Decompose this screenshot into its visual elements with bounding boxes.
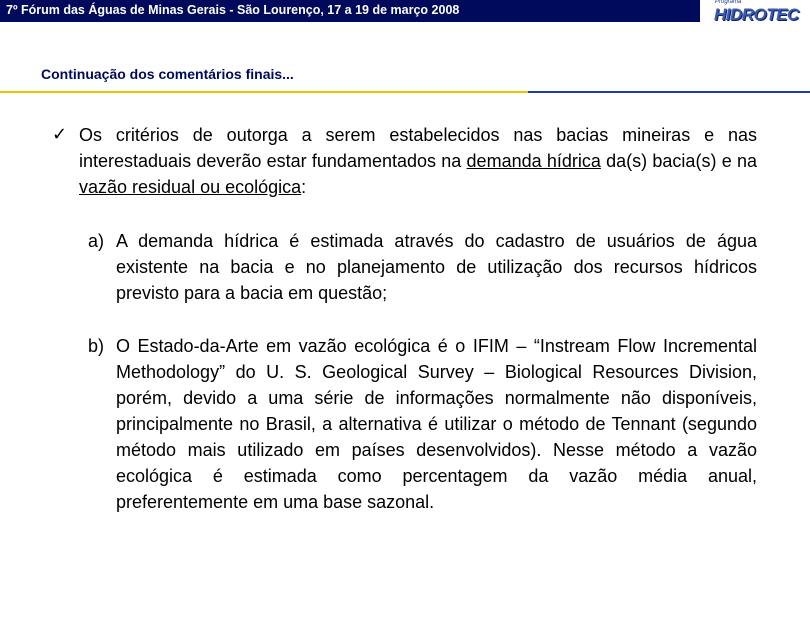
underlined-vazao-residual: vazão residual ou ecológica bbox=[79, 177, 302, 197]
main-bullet-point bbox=[52, 122, 757, 200]
hidrotec-logo bbox=[712, 0, 808, 24]
checkmark-icon: ✓ bbox=[52, 124, 68, 145]
list-item-marker: a) bbox=[88, 231, 105, 251]
header-title: 7º Fórum das Águas de Minas Gerais - São Lourenço, 17 a 19 de março 2008 bbox=[6, 3, 460, 17]
logo-caption: Programa bbox=[715, 0, 742, 5]
underlined-demanda-hidrica: demanda hídrica bbox=[466, 151, 601, 171]
logo-wordmark: HIDROTEC bbox=[714, 5, 799, 24]
list-item-b bbox=[88, 333, 757, 515]
list-item-text: O Estado-da-Arte em vazão ecológica é o IFIM – “Instream Flow Incremental Methodology” do U. S. Geological Survey – Biological Resources Division, porém, devido a uma série de informações normalmente não disponíveis, principalmente no Brasil, a alternativa é utilizar o método de Tennant (segundo método mais utilizado em países desenvolvidos). Nesse método a vazão ecológica é estimada como percentagem da vazão média anual, preferentemente em uma base sazonal. bbox=[116, 336, 757, 512]
main-text-part-3: : bbox=[301, 177, 307, 197]
header-bar bbox=[0, 0, 700, 22]
divider-blue bbox=[528, 91, 810, 93]
list-item-marker: b) bbox=[88, 336, 105, 356]
main-text-part-2: da(s) bacia(s) e na bbox=[600, 151, 757, 171]
list-item-text: A demanda hídrica é estimada através do cadastro de usuários de água existente na bacia e no planejamento de utilização dos recursos hídricos previsto para a bacia em questão; bbox=[116, 231, 757, 303]
main-bullet-text bbox=[79, 122, 757, 200]
divider-yellow bbox=[0, 91, 528, 93]
section-subtitle: Continuação dos comentários finais... bbox=[41, 66, 294, 82]
main-text-part-1: Os critérios de outorga a serem estabelecidos nas bacias mineiras e nas interestaduais deverão estar fundamentados na bbox=[79, 125, 757, 171]
list-item-a bbox=[88, 228, 757, 306]
